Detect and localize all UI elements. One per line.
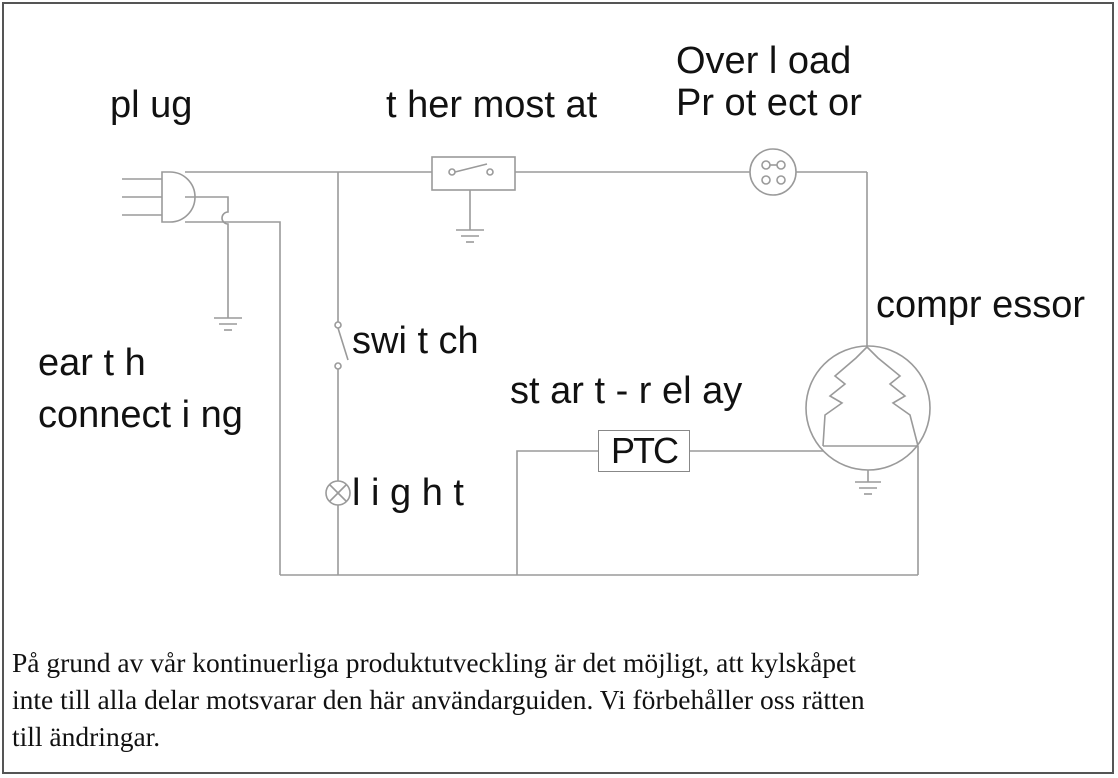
compressor-symbol [806,346,930,575]
earth-ground-symbol [185,197,280,575]
plug-label: pl ug [110,84,193,126]
note-line-1: På grund av vår kontinuerliga produktutveckling är det möjligt, att kylskåpet [12,647,856,678]
thermostat-symbol [432,157,515,242]
compressor-label: compr essor [876,284,1086,326]
ptc-label: PTC [611,430,677,471]
relay-wire-left [517,451,598,575]
overload-label-line2: Pr ot ect or [676,82,862,124]
switch-symbol [335,172,348,481]
note-line-3: till ändringar. [12,721,161,752]
disclaimer-note [12,644,1112,755]
thermostat-label: t her most at [386,84,598,126]
light-label: l i g h t [352,472,464,514]
switch-label: swi t ch [352,320,479,362]
overload-label-line1: Over l oad [676,40,852,82]
earth-label-line2: connect i ng [38,394,243,436]
overload-protector-symbol [750,149,796,195]
plug-symbol [122,172,195,222]
ptc-component [598,430,690,472]
note-line-2: inte till alla delar motsvarar den här användarguiden. Vi förbehåller oss rätten [12,684,865,715]
light-symbol [326,481,350,575]
start-relay-label: st ar t - r el ay [510,370,743,412]
earth-label-line1: ear t h [38,342,146,384]
